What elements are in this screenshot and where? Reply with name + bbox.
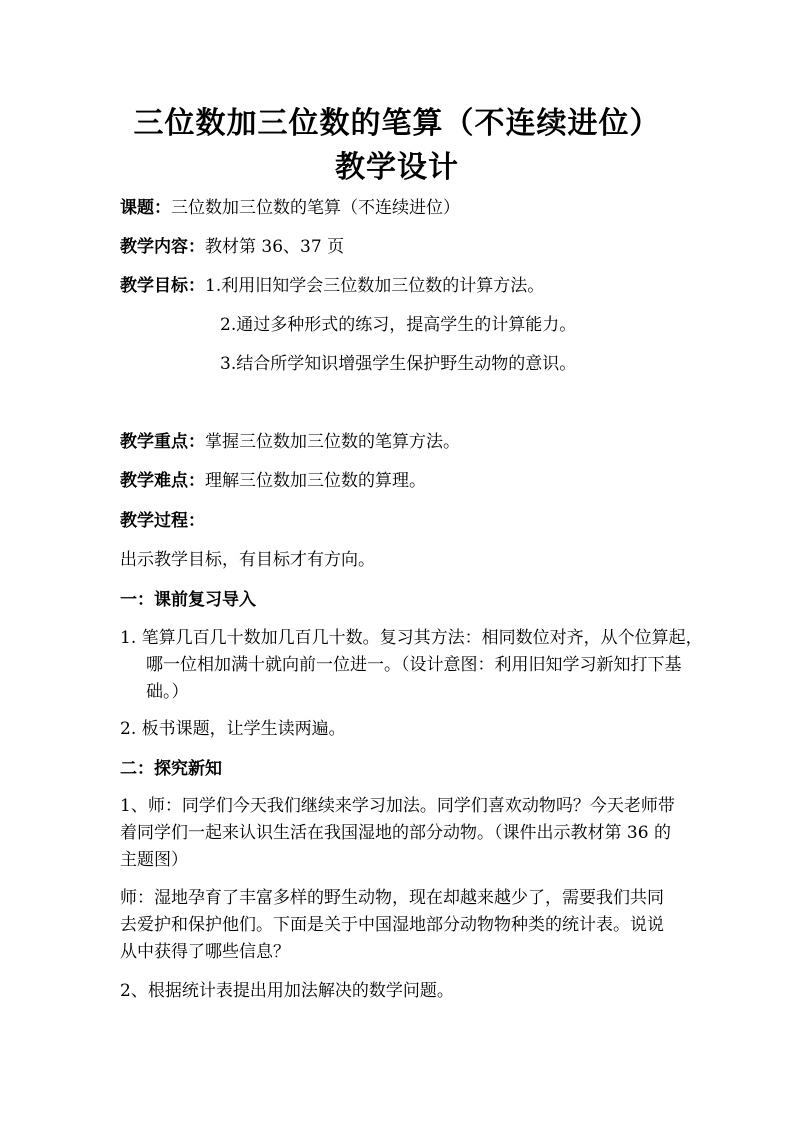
section1-heading: 一：课前复习导入 xyxy=(120,590,256,610)
topic-line xyxy=(120,197,460,219)
key-point-value: 掌握三位数加三位数的笔算方法。 xyxy=(205,432,460,452)
goals-label: 教学目标： xyxy=(120,276,205,296)
content-line xyxy=(120,236,344,258)
section2-paragraph-2: 师：湿地孕育了丰富多样的野生动物，现在却越来越少了，需要我们共同去爱护和保护他们。下面是关于中国湿地部分动物物种类的统计表。说说从中获得了哪些信息？ xyxy=(120,888,664,962)
section2-heading: 二：探究新知 xyxy=(120,759,222,779)
key-point-line xyxy=(120,431,460,453)
document-subtitle: 教学设计 xyxy=(335,150,459,185)
process-label: 教学过程： xyxy=(120,511,205,531)
goal-item-2: 2.通过多种形式的练习，提高学生的计算能力。 xyxy=(220,315,577,335)
section1-item-1: 1. 笔算几百几十数加几百几十数。复习其方法：相同数位对齐，从个位算起，哪一位相加满十就向前一位进一。（设计意图：利用旧知学习新知打下基础。） xyxy=(120,628,703,702)
section2-paragraph-1: 1、师：同学们今天我们继续来学习加法。同学们喜欢动物吗？今天老师带着同学们一起来认识生活在我国湿地的部分动物。（课件出示教材第 36 的主题图） xyxy=(120,796,675,870)
section2-paragraph-3: 2、根据统计表提出用加法解决的数学问题。 xyxy=(120,981,454,1001)
difficulty-value: 理解三位数加三位数的算理。 xyxy=(205,471,426,491)
key-point-label: 教学重点： xyxy=(120,432,205,452)
topic-label: 课题： xyxy=(120,198,171,218)
content-label: 教学内容： xyxy=(120,237,205,257)
goal-item-3: 3.结合所学知识增强学生保护野生动物的意识。 xyxy=(220,354,577,374)
document-title: 三位数加三位数的笔算（不连续进位） xyxy=(133,106,661,141)
difficulty-label: 教学难点： xyxy=(120,471,205,491)
difficulty-line xyxy=(120,470,426,492)
goals-line xyxy=(120,275,544,297)
goal-item-1: 1.利用旧知学会三位数加三位数的计算方法。 xyxy=(205,276,545,296)
topic-value: 三位数加三位数的笔算（不连续进位） xyxy=(171,198,460,218)
section1-item-2: 2. 板书课题，让学生读两遍。 xyxy=(120,719,346,739)
content-value: 教材第 36、37 页 xyxy=(205,237,345,257)
intro-line: 出示教学目标，有目标才有方向。 xyxy=(120,550,375,570)
